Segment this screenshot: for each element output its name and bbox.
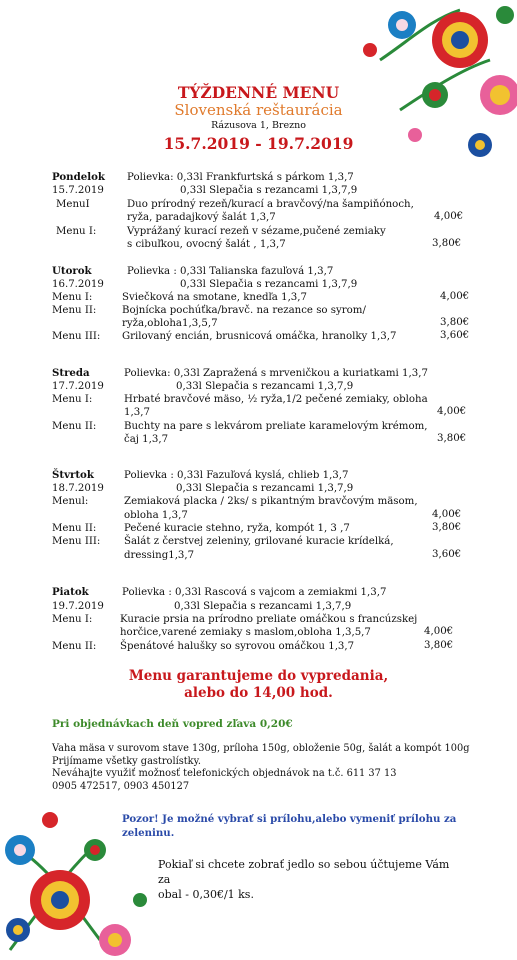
menu-label: Menu III: — [52, 331, 101, 342]
soup-line: Polievka: 0,33l Zapražená s mrveničkou a kuriatkami 1,3,7 — [124, 368, 428, 379]
menu-price: 3,60€ — [440, 330, 470, 341]
warning-line: zeleninu. — [122, 827, 175, 839]
menu-price: 4,00€ — [432, 509, 462, 520]
menu-dish: Kuracie prsia na prírodno preliate omáčkou s francúzskej — [120, 614, 418, 625]
day-date: 19.7.2019 — [52, 601, 104, 612]
menu-price: 3,80€ — [432, 522, 462, 533]
menu-label: Menu III: — [52, 536, 101, 547]
info-line: 0905 472517, 0903 450127 — [52, 780, 190, 792]
menu-label: Menu I: — [52, 394, 93, 405]
menu-date-range: 15.7.2019 - 19.7.2019 — [163, 134, 354, 153]
soup-line: Polievka : 0,33l Rascová s vajcom a zemiakmi 1,3,7 — [122, 587, 387, 598]
day-date: 15.7.2019 — [52, 185, 104, 196]
menu-label: Menul: — [52, 496, 89, 507]
info-line: Vaha mäsa v surovom stave 130g, príloha 150g, obloženie 50g, šalát a kompót 100g — [52, 743, 470, 754]
menu-label: Menu I: — [52, 292, 93, 303]
restaurant-name: Slovenská reštaurácia — [174, 101, 343, 119]
restaurant-address: Rázusova 1, Brezno — [211, 120, 306, 131]
day-name: Piatok — [52, 586, 89, 598]
menu-price: 4,00€ — [440, 291, 470, 302]
menu-price: 3,80€ — [424, 640, 454, 651]
soup-line: Polievka : 0,33l Talianska fazuľová 1,3,7 — [127, 266, 334, 277]
menu-label: Menu II: — [52, 305, 97, 316]
menu-price: 3,80€ — [432, 238, 462, 249]
soup-line: 0,33l Slepačia s rezancami 1,3,7,9 — [180, 279, 358, 290]
soup-line: 0,33l Slepačia s rezancami 1,3,7,9 — [176, 381, 354, 392]
menu-dish: Grilovaný encián, brusnicová omáčka, hranolky 1,3,7 — [122, 331, 397, 342]
menu-dish: ryža,obloha1,3,5,7 — [122, 318, 218, 329]
soup-line: Polievka: 0,33l Frankfurtská s párkom 1,3,7 — [127, 172, 354, 183]
menu-dish: Bojnícka pochúťka/bravč. na rezance so syrom/ — [122, 305, 366, 316]
menu-price: 3,80€ — [440, 317, 470, 328]
menu-label: Menu I: — [52, 614, 93, 625]
menu-price: 4,00€ — [424, 626, 454, 637]
menu-price: 4,00€ — [437, 406, 467, 417]
menu-dish: Pečené kuracie stehno, ryža, kompót 1, 3 ,7 — [124, 523, 350, 534]
guarantee-line: alebo do 14,00 hod. — [184, 685, 333, 701]
guarantee-notice — [0, 668, 517, 702]
menu-dish: Šalát z čerstvej zeleniny, grilované kuracie krídelká, — [124, 536, 394, 547]
menu-price: 3,60€ — [432, 549, 462, 560]
menu-dish: Duo prírodný rezeň/kurací a bravčový/na šampiňónoch, — [127, 199, 414, 210]
side-dish-warning — [122, 812, 462, 840]
menu-label: MenuI — [56, 199, 90, 210]
day-date: 16.7.2019 — [52, 279, 104, 290]
day-name: Štvrtok — [52, 469, 94, 481]
menu-price: 3,80€ — [437, 433, 467, 444]
menu-dish: s cibuľkou, ovocný šalát , 1,3,7 — [127, 239, 286, 250]
menu-dish: dressing1,3,7 — [124, 550, 195, 561]
info-block — [52, 743, 482, 793]
menu-label: Menu II: — [52, 641, 97, 652]
packaging-line: Pokiaľ si chcete zobrať jedlo so sebou účtujeme Vám za — [158, 858, 450, 886]
menu-dish: Vyprážaný kurací rezeň v sézame,pučené zemiaky — [127, 226, 386, 237]
menu-price: 4,00€ — [434, 211, 464, 222]
menu-dish: Buchty na pare s lekvárom preliate karamelovým krémom, — [124, 421, 428, 432]
guarantee-line: Menu garantujeme do vypredania, — [128, 668, 389, 684]
menu-dish: Špenátové halušky so syrovou omáčkou 1,3,7 — [120, 641, 355, 652]
soup-line: 0,33l Slepačia s rezancami 1,3,7,9 — [174, 601, 352, 612]
discount-notice: Pri objednávkach deň vopred zľava 0,20€ — [52, 718, 293, 730]
soup-line: Polievka : 0,33l Fazuľová kyslá, chlieb 1,3,7 — [124, 470, 349, 481]
menu-dish: horčice,varené zemiaky s maslom,obloha 1,3,5,7 — [120, 627, 371, 638]
day-date: 18.7.2019 — [52, 483, 104, 494]
warning-line: Pozor! Je možné vybrať si prílohu,alebo vymeniť prílohu za — [122, 813, 457, 825]
menu-label: Menu II: — [52, 421, 97, 432]
menu-dish: ryža, paradajkový šalát 1,3,7 — [127, 212, 276, 223]
packaging-fee-notice — [158, 857, 458, 902]
info-line: Neváhajte využiť možnosť telefonických objednávok na t.č. 611 37 13 — [52, 768, 397, 780]
menu-dish: Zemiaková placka / 2ks/ s pikantným bravčovým mäsom, — [124, 496, 418, 507]
day-name: Streda — [52, 367, 90, 379]
packaging-line: obal - 0,30€/1 ks. — [158, 888, 254, 901]
menu-label: Menu II: — [52, 523, 97, 534]
menu-dish: obloha 1,3,7 — [124, 510, 188, 521]
soup-line: 0,33l Slepačia s rezancami 1,3,7,9 — [176, 483, 354, 494]
menu-dish: Hrbaté bravčové mäso, ½ ryža,1/2 pečené zemiaky, obloha — [124, 394, 428, 405]
menu-dish: čaj 1,3,7 — [124, 434, 169, 445]
menu-title: TÝŽDENNÉ MENU — [177, 83, 340, 102]
day-name: Pondelok — [52, 171, 105, 183]
menu-dish: 1,3,7 — [124, 407, 150, 418]
day-date: 17.7.2019 — [52, 381, 104, 392]
soup-line: 0,33l Slepačia s rezancami 1,3,7,9 — [180, 185, 358, 196]
menu-dish: Sviečková na smotane, knedľa 1,3,7 — [122, 292, 308, 303]
info-line: Prijímame všetky gastrolístky. — [52, 755, 201, 767]
day-name: Utorok — [52, 265, 92, 277]
menu-label: Menu I: — [56, 226, 97, 237]
